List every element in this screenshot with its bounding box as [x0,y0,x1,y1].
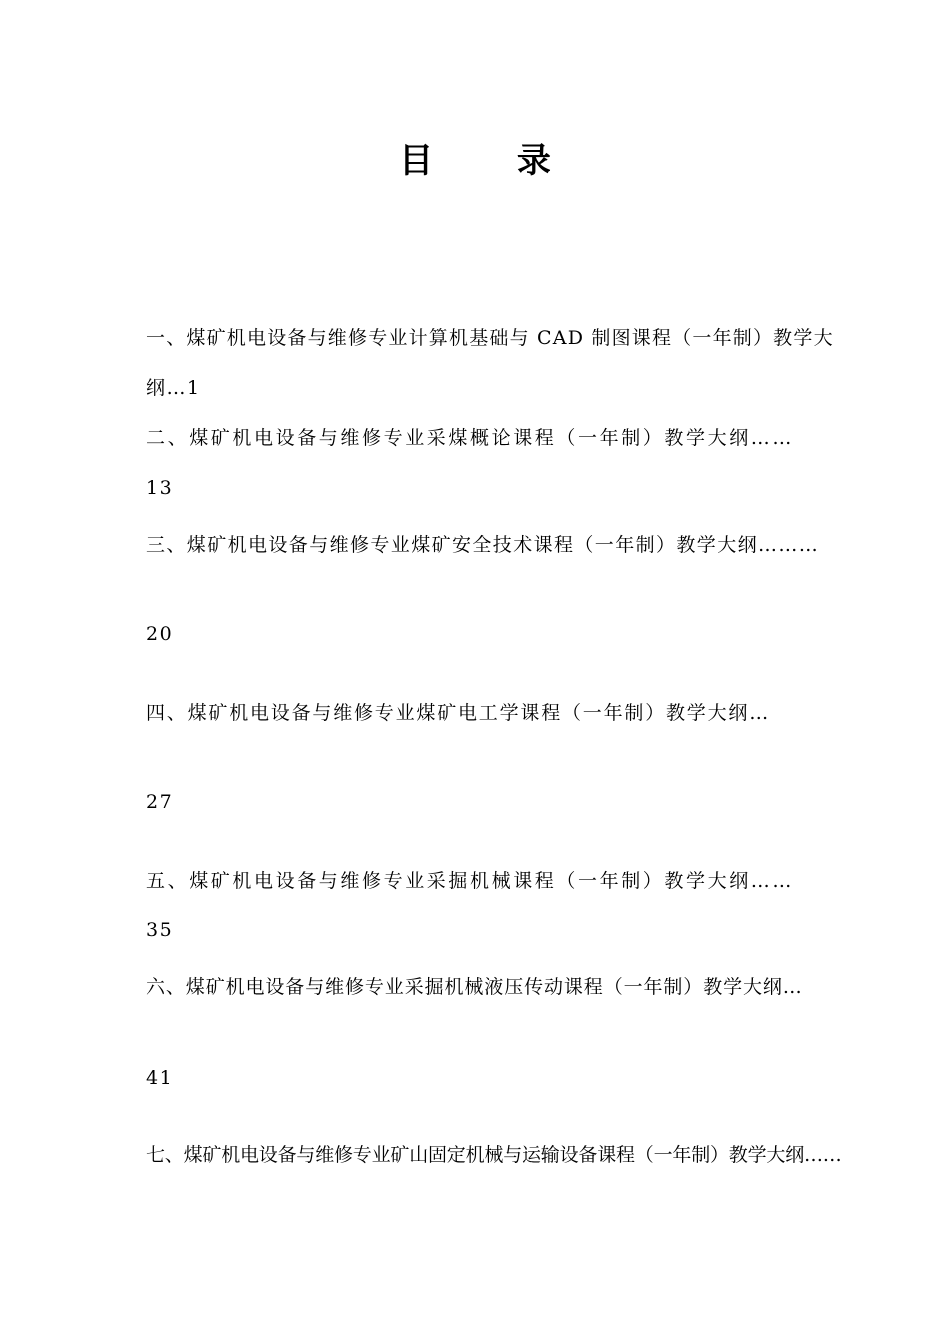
toc-entry-6-page-number[interactable]: 41 [146,1067,174,1089]
toc-entry-3-text[interactable]: 三、煤矿机电设备与维修专业煤矿安全技术课程（一年制）教学大纲……… [146,534,820,556]
toc-entry-3-page-number[interactable]: 20 [146,623,174,645]
toc-entry-7-text[interactable]: 七、煤矿机电设备与维修专业矿山固定机械与运输设备课程（一年制）教学大纲…… [146,1144,842,1166]
page-title: 目 录 [399,141,587,181]
toc-entry-6-text[interactable]: 六、煤矿机电设备与维修专业采掘机械液压传动课程（一年制）教学大纲… [146,976,803,998]
toc-entry-5-text[interactable]: 五、煤矿机电设备与维修专业采掘机械课程（一年制）教学大纲…… [146,870,795,892]
toc-entry-2-page-number[interactable]: 13 [146,477,174,499]
toc-entry-1-text[interactable]: 一、煤矿机电设备与维修专业计算机基础与 CAD 制图课程（一年制）教学大 [146,327,834,349]
toc-entry-4-text[interactable]: 四、煤矿机电设备与维修专业煤矿电工学课程（一年制）教学大纲… [146,702,771,724]
toc-entry-5-page-number[interactable]: 35 [146,919,174,941]
toc-entry-1-continuation[interactable]: 纲…1 [146,377,201,399]
toc-entry-4-page-number[interactable]: 27 [146,791,174,813]
toc-entry-2-text[interactable]: 二、煤矿机电设备与维修专业采煤概论课程（一年制）教学大纲…… [146,427,795,449]
